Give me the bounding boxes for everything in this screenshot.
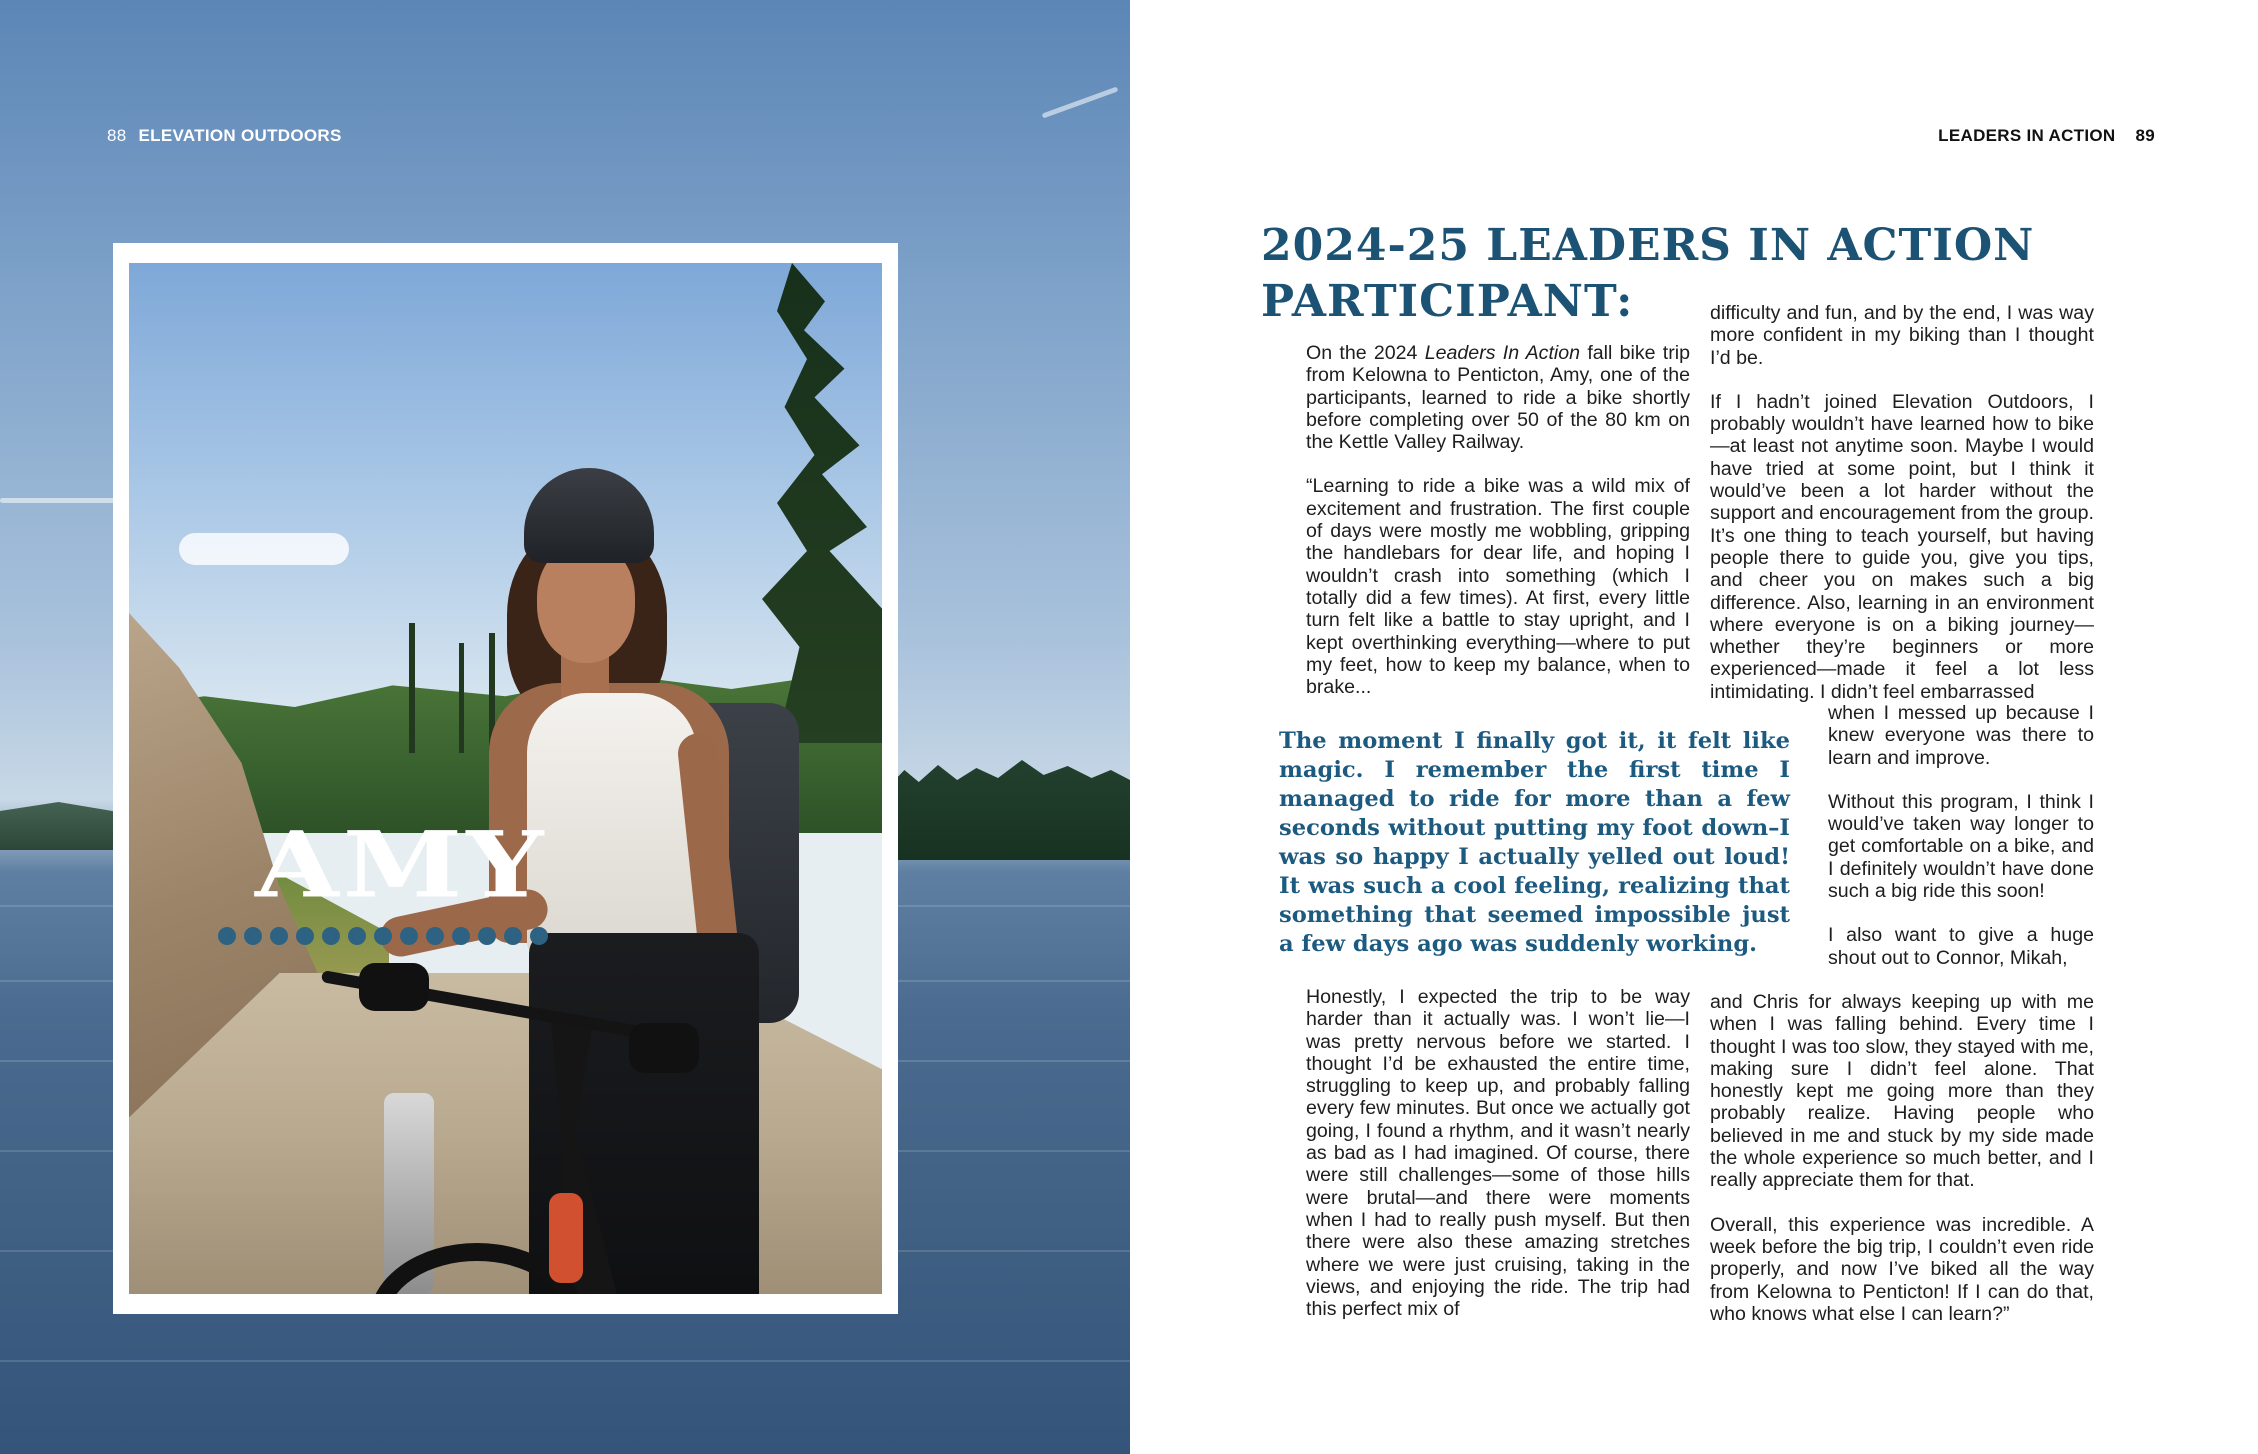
body-paragraph: If I hadn’t joined Elevation Outdoors, I probably wouldn’t have learned how to bike—at least not anytime soon. Maybe I would have tried at some point, but I think it would’ve been a lot harder without the support and encouragement from the group. It’s one thing to teach yourself, but having people there to guide you, give you tips, and cheer you on makes such a big difference. Also, learning in an environment where everyone is on a biking journey—whether they’re beginners or more experienced—made it feel a lot less intimidating. I didn’t feel embarrassed [1710,390,2094,703]
decorative-dot [348,927,366,945]
water-ripple [0,1360,1130,1362]
body-paragraph: Overall, this experience was incredible. A week before the big trip, I couldn’t even ride properly, and now I’ve biked all the way from Kelowna to Penticton! If I can do that, who knows what else I can learn?” [1710,1213,2094,1325]
decorative-dot [296,927,314,945]
section-name: LEADERS IN ACTION [1938,126,2116,145]
right-page-number: 89 [2135,126,2155,145]
decorative-dot [400,927,418,945]
body-paragraph: “Learning to ride a bike was a wild mix of excitement and frustration. The first couple of days were mostly me wobbling, gripping the handlebars for dear life, and hoping I wouldn’t crash into something (which I totally did a few times). At first, every little turn felt like a battle to stay upright, and I kept overthinking everything—where to put my feet, how to keep my balance, when to brake... [1306,475,1690,699]
decorative-dot [374,927,392,945]
intro-text: fall bike trip from Kelowna to Penticton, Amy, one of the participants, learned to ride a bike shortly before completing over 50 of the 80 km on the Kettle Valley Railway. [1306,342,1691,454]
body-paragraph: Without this program, I think I would’ve taken way longer to get comfortable on a bike, and I definitely wouldn’t have done such a big ride this soon! [1828,790,2094,903]
glove [359,963,429,1011]
cyclist-photo [129,263,882,1294]
background-hill [0,790,130,850]
glove [629,1023,699,1073]
column-1-lower [1306,986,1690,1342]
decorative-dot [270,927,288,945]
left-page-number: 88 [107,126,127,145]
body-paragraph: when I messed up because I knew everyone was there to learn and improve. [1828,702,2094,769]
right-running-head [1938,126,2155,146]
sky-cloud-wisp [1042,86,1119,118]
water-bottle [549,1193,583,1283]
article-title: 2024-25 LEADERS IN ACTION PARTICIPANT: [1261,220,2035,327]
bike-helmet [524,468,654,563]
body-paragraph: difficulty and fun, and by the end, I was way more confident in my biking than I thought I’d be. [1710,302,2094,369]
decorative-dot [504,927,522,945]
body-paragraph: Honestly, I expected the trip to be way harder than it actually was. I won’t lie—I was pretty nervous before we started. I thought I’d be exhausted the entire time, struggling to keep up, and probably falling every few minutes. But once we actually got going, I found a rhythm, and it wasn’t nearly as bad as I had imagined. Of course, there were still challenges—some of those hills were brutal—and there were moments when I had to really push myself. But then there were also these amazing stretches where we were just cruising, taking in the views, and enjoying the ride. The trip had this perfect mix of [1306,986,1690,1321]
decorative-dot [478,927,496,945]
pull-quote: The moment I finally got it, it felt like magic. I remember the first time I managed to ride for more than a few seconds without putting my foot down–I was so happy I actually yelled out loud! It was such a cool feeling, realizing that something that seemed impossible just a few days ago was suddenly working. [1279,728,1790,957]
column-2-narrow [1828,702,2094,991]
decorative-dot [530,927,548,945]
decorative-dot [426,927,444,945]
program-name: Leaders In Action [1424,342,1581,364]
intro-text: On the 2024 [1306,342,1425,364]
rider-figure [129,263,882,1294]
body-paragraph: and Chris for always keeping up with me when I was falling behind. Every time I thought I was too slow, they stayed with me, making sure I didn’t feel alone. That honestly kept me going more than they probably realize. Having people who believed in me and stuck by my side made the whole experience so much better, and I really appreciate them for that. [1710,991,2094,1192]
decorative-dot [218,927,236,945]
decorative-dot [244,927,262,945]
name-overlay: AMY [255,812,548,919]
publication-name: ELEVATION OUTDOORS [138,126,342,145]
background-treeline [890,760,1130,860]
column-1-upper [1306,342,1690,720]
intro-paragraph [1306,342,1690,453]
column-2-upper [1710,302,2094,725]
white-tank-top [527,693,697,953]
left-running-head [107,126,342,146]
decorative-dot [452,927,470,945]
decorative-dot-row [218,927,548,945]
photo-frame [113,243,898,1314]
body-paragraph: I also want to give a huge shout out to Connor, Mikah, [1828,924,2094,969]
column-2-lower [1710,991,2094,1347]
decorative-dot [322,927,340,945]
